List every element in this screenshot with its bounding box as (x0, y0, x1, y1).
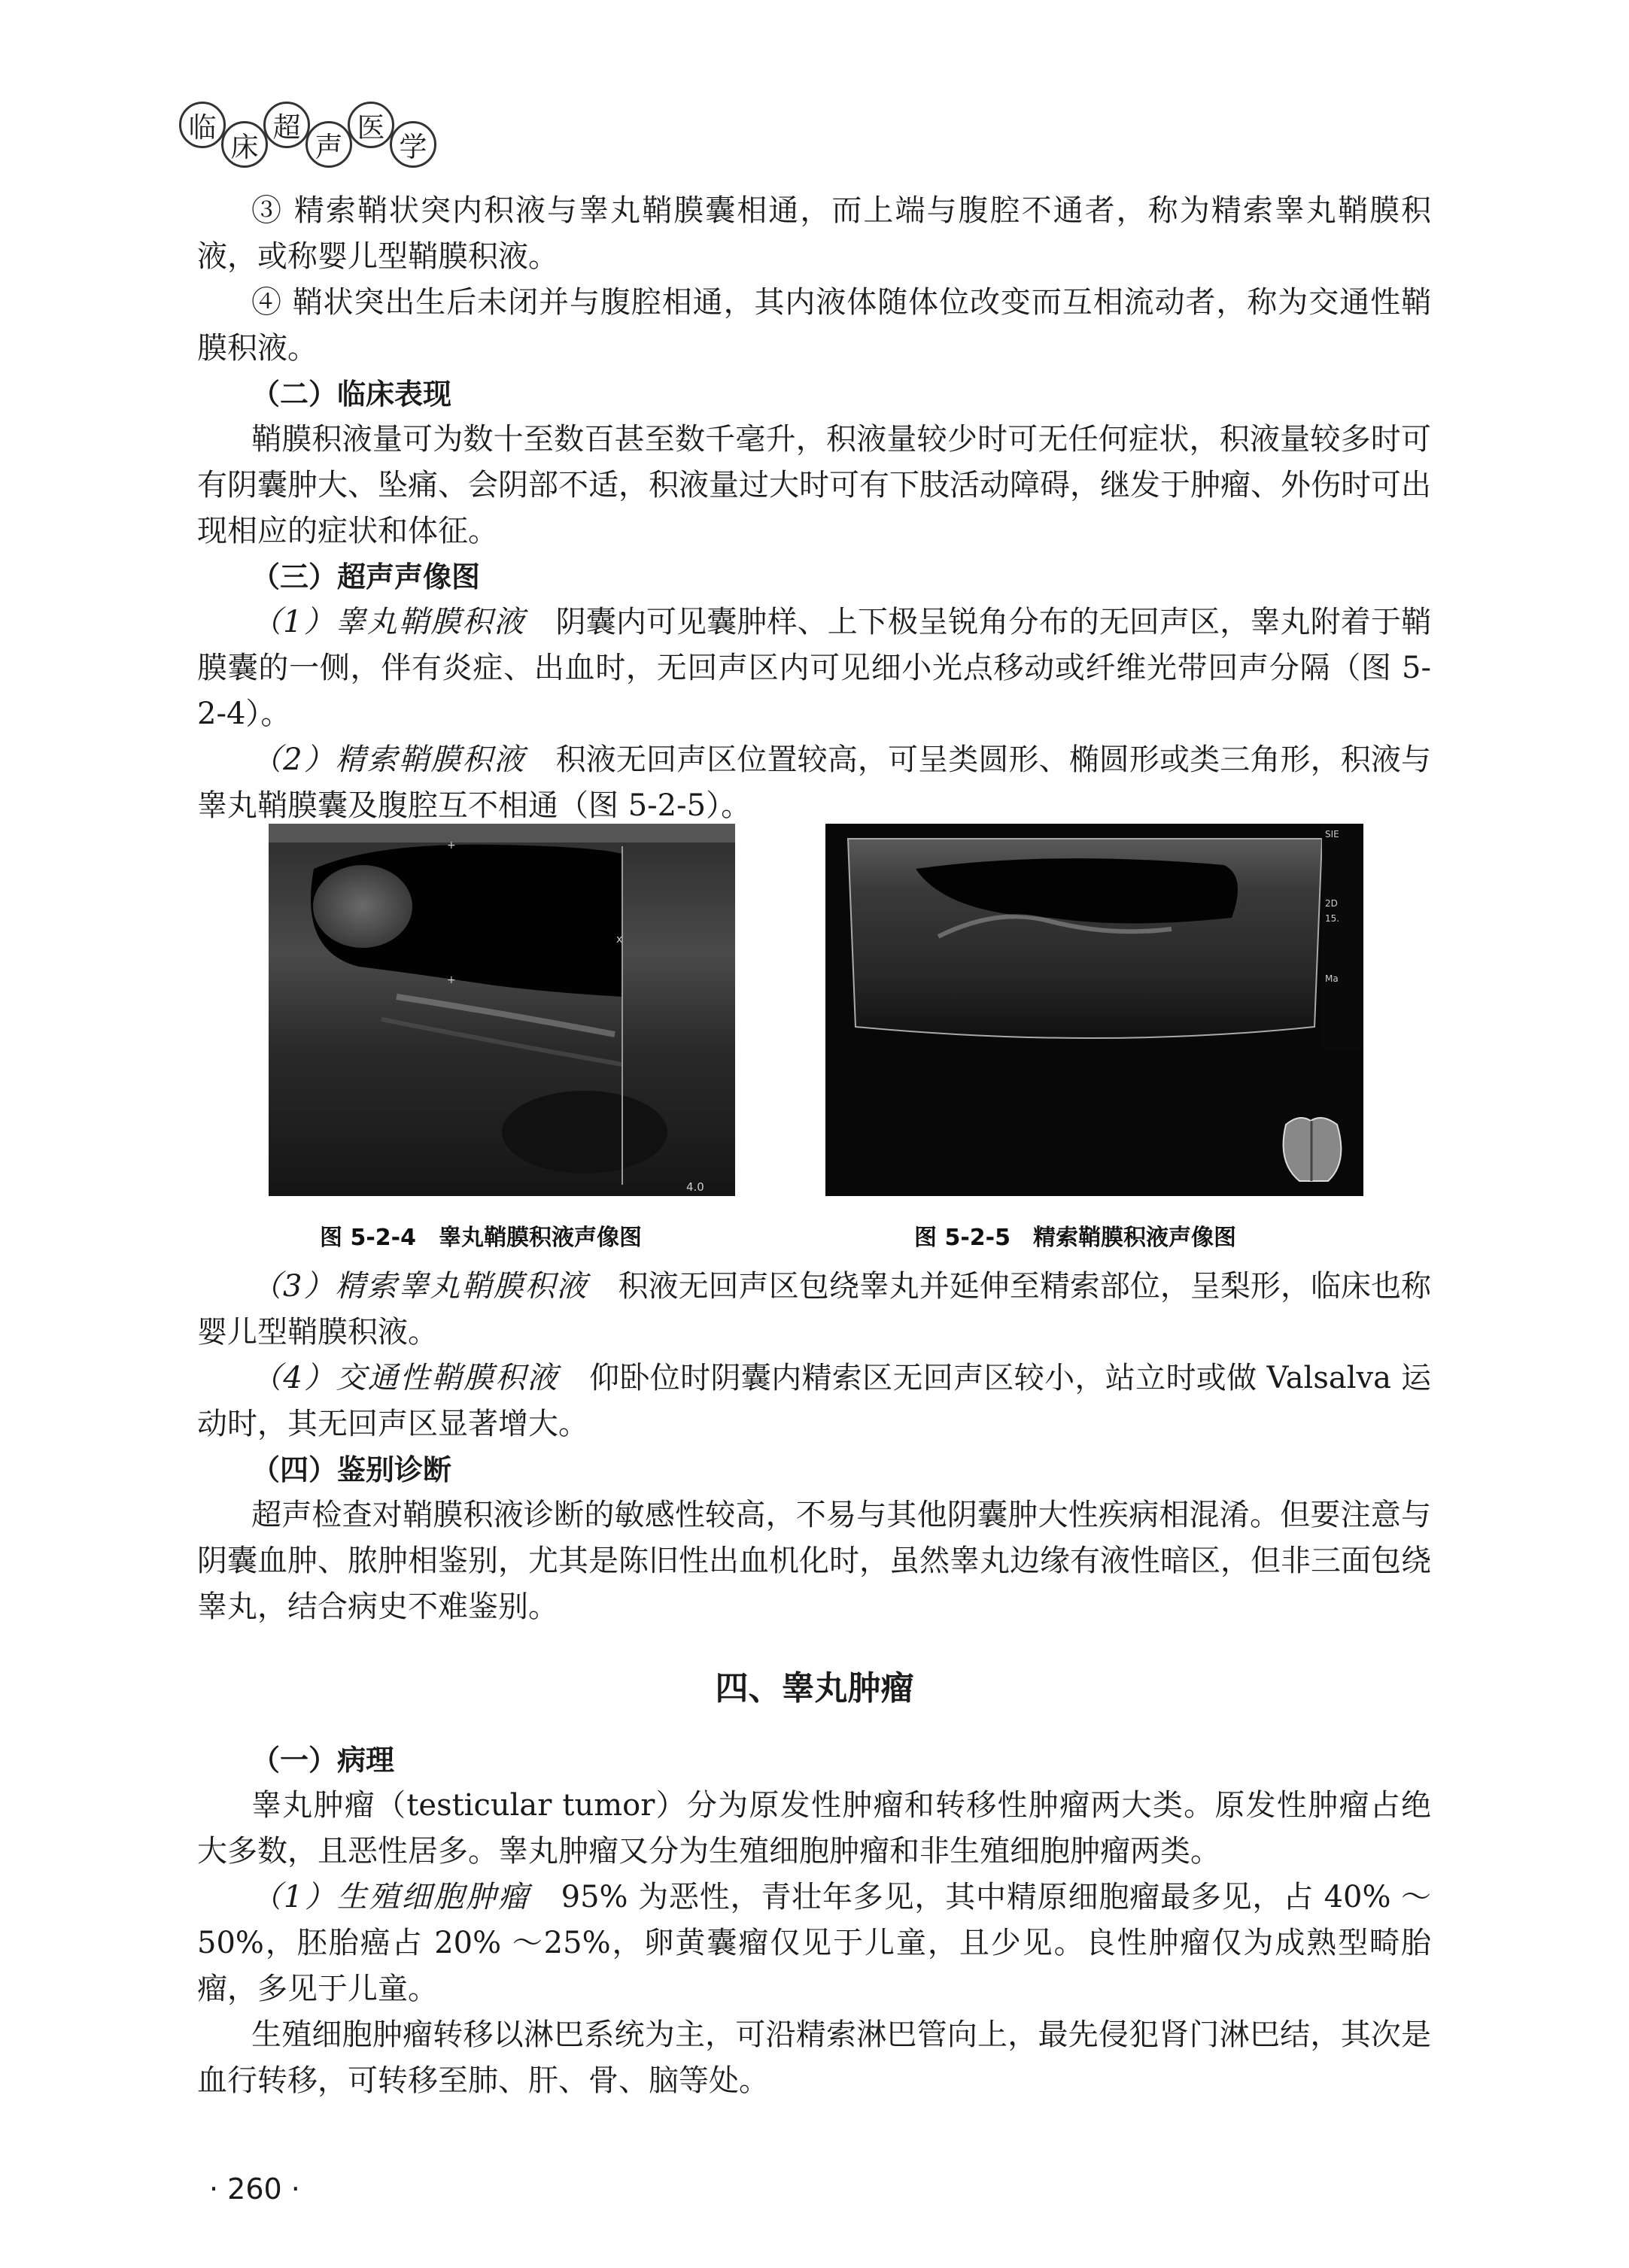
svg-text:x: x (616, 934, 623, 946)
svg-text:+: + (447, 974, 456, 986)
subheading: （一）病理 (251, 1744, 395, 1777)
subheading: （四）鉴别诊断 (251, 1453, 452, 1486)
item-text: 95% 为恶性，青壮年多见，其中精原细胞瘤最多见，占 40% ～50%，胚胎癌占 20% ～25%，卵黄囊瘤仅见于儿童，且少见。良性肿瘤仅为成熟型畸胎瘤，多见于儿童。 (197, 1880, 1432, 2006)
ultrasound-image-1 (269, 824, 735, 1196)
middle-text (197, 1264, 1431, 1630)
paragraph: 超声检查对鞘膜积液诊断的敏感性较高，不易与其他阴囊肿大性疾病相混淆。但要注意与阴囊血肿、脓肿相鉴别，尤其是陈旧性出血机化时，虽然睾丸边缘有液性暗区，但非三面包绕睾丸，结合病史不难鉴别。 (197, 1498, 1431, 1624)
paragraph: 鞘膜积液量可为数十至数百甚至数千毫升，积液量较少时可无任何症状，积液量较多时可有阴囊肿大、坠痛、会阴部不适，积液量过大时可有下肢活动障碍，继发于肿瘤、外伤时可出现相应的症状和体征。 (197, 422, 1431, 548)
header-char: 声 (305, 121, 352, 168)
running-header (179, 102, 432, 168)
item-text: 阴囊内可见囊肿样、上下极呈锐角分布的无回声区，睾丸附着于鞘膜囊的一侧，伴有炎症、出血时，无回声区内可见细小光点移动或纤维光带回声分隔（图 5-2-4）。 (197, 605, 1432, 731)
item-text: 仰卧位时阴囊内精索区无回声区较小，站立时或做 Valsalva 运动时，其无回声区显著增大。 (197, 1361, 1432, 1441)
item-lead: （1）生殖细胞肿瘤 (251, 1880, 530, 1914)
figure-caption: 图 5-2-5 精索鞘膜积液声像图 (914, 1225, 1236, 1251)
svg-text:2D: 2D (1325, 898, 1338, 909)
header-char: 超 (263, 102, 310, 148)
paragraph (197, 1356, 1431, 1447)
svg-text:+: + (447, 839, 456, 852)
header-char: 学 (390, 121, 436, 168)
paragraph (197, 1264, 1431, 1356)
header-char: 临 (179, 102, 226, 148)
item-lead: （4）交通性鞘膜积液 (251, 1361, 559, 1395)
svg-text:Ma: Ma (1325, 973, 1339, 984)
subheading: （二）临床表现 (251, 378, 452, 411)
paragraph (197, 737, 1431, 829)
paragraph: ③ 精索鞘状突内积液与睾丸鞘膜囊相通，而上端与腹腔不通者，称为精索睾丸鞘膜积液，或称婴儿型鞘膜积液。 (197, 193, 1431, 274)
header-char: 床 (221, 121, 268, 168)
item-text: 积液无回声区包绕睾丸并延伸至精索部位，呈梨形，临床也称婴儿型鞘膜积液。 (197, 1269, 1431, 1350)
paragraph: ④ 鞘状突出生后未闭并与腹腔相通，其内液体随体位改变而互相流动者，称为交通性鞘膜积液。 (197, 285, 1431, 366)
subheading: （三）超声声像图 (251, 560, 481, 594)
item-lead: （2）精索鞘膜积液 (251, 742, 526, 777)
item-lead: （3）精索睾丸鞘膜积液 (251, 1269, 588, 1304)
lower-text (197, 1738, 1431, 2104)
paragraph (197, 1875, 1431, 2012)
item-text: 积液无回声区位置较高，可呈类圆形、椭圆形或类三角形，积液与睾丸鞘膜囊及腹腔互不相通（图 5-2-5）。 (197, 742, 1432, 823)
ultrasound-image-2 (825, 824, 1363, 1196)
item-lead: （1）睾丸鞘膜积液 (251, 605, 526, 639)
figures (269, 824, 1363, 1252)
svg-text:15.: 15. (1325, 913, 1340, 924)
page-number: · 260 · (209, 2172, 300, 2206)
depth-label: 4.0 (686, 1180, 704, 1194)
paragraph: 睾丸肿瘤（testicular tumor）分为原发性肿瘤和转移性肿瘤两大类。原发性肿瘤占绝大多数，且恶性居多。睾丸肿瘤又分为生殖细胞肿瘤和非生殖细胞肿瘤两类。 (197, 1788, 1431, 1869)
paragraph: 生殖细胞肿瘤转移以淋巴系统为主，可沿精索淋巴管向上，最先侵犯肾门淋巴结，其次是血行转移，可转移至肺、肝、骨、脑等处。 (197, 2018, 1431, 2098)
upper-text (197, 188, 1431, 829)
figure-caption: 图 5-2-4 睾丸鞘膜积液声像图 (320, 1225, 642, 1251)
header-char: 医 (348, 102, 394, 148)
svg-text:SIE: SIE (1325, 829, 1339, 839)
paragraph (197, 600, 1431, 737)
section-title: 四、睾丸肿瘤 (715, 1669, 914, 1708)
